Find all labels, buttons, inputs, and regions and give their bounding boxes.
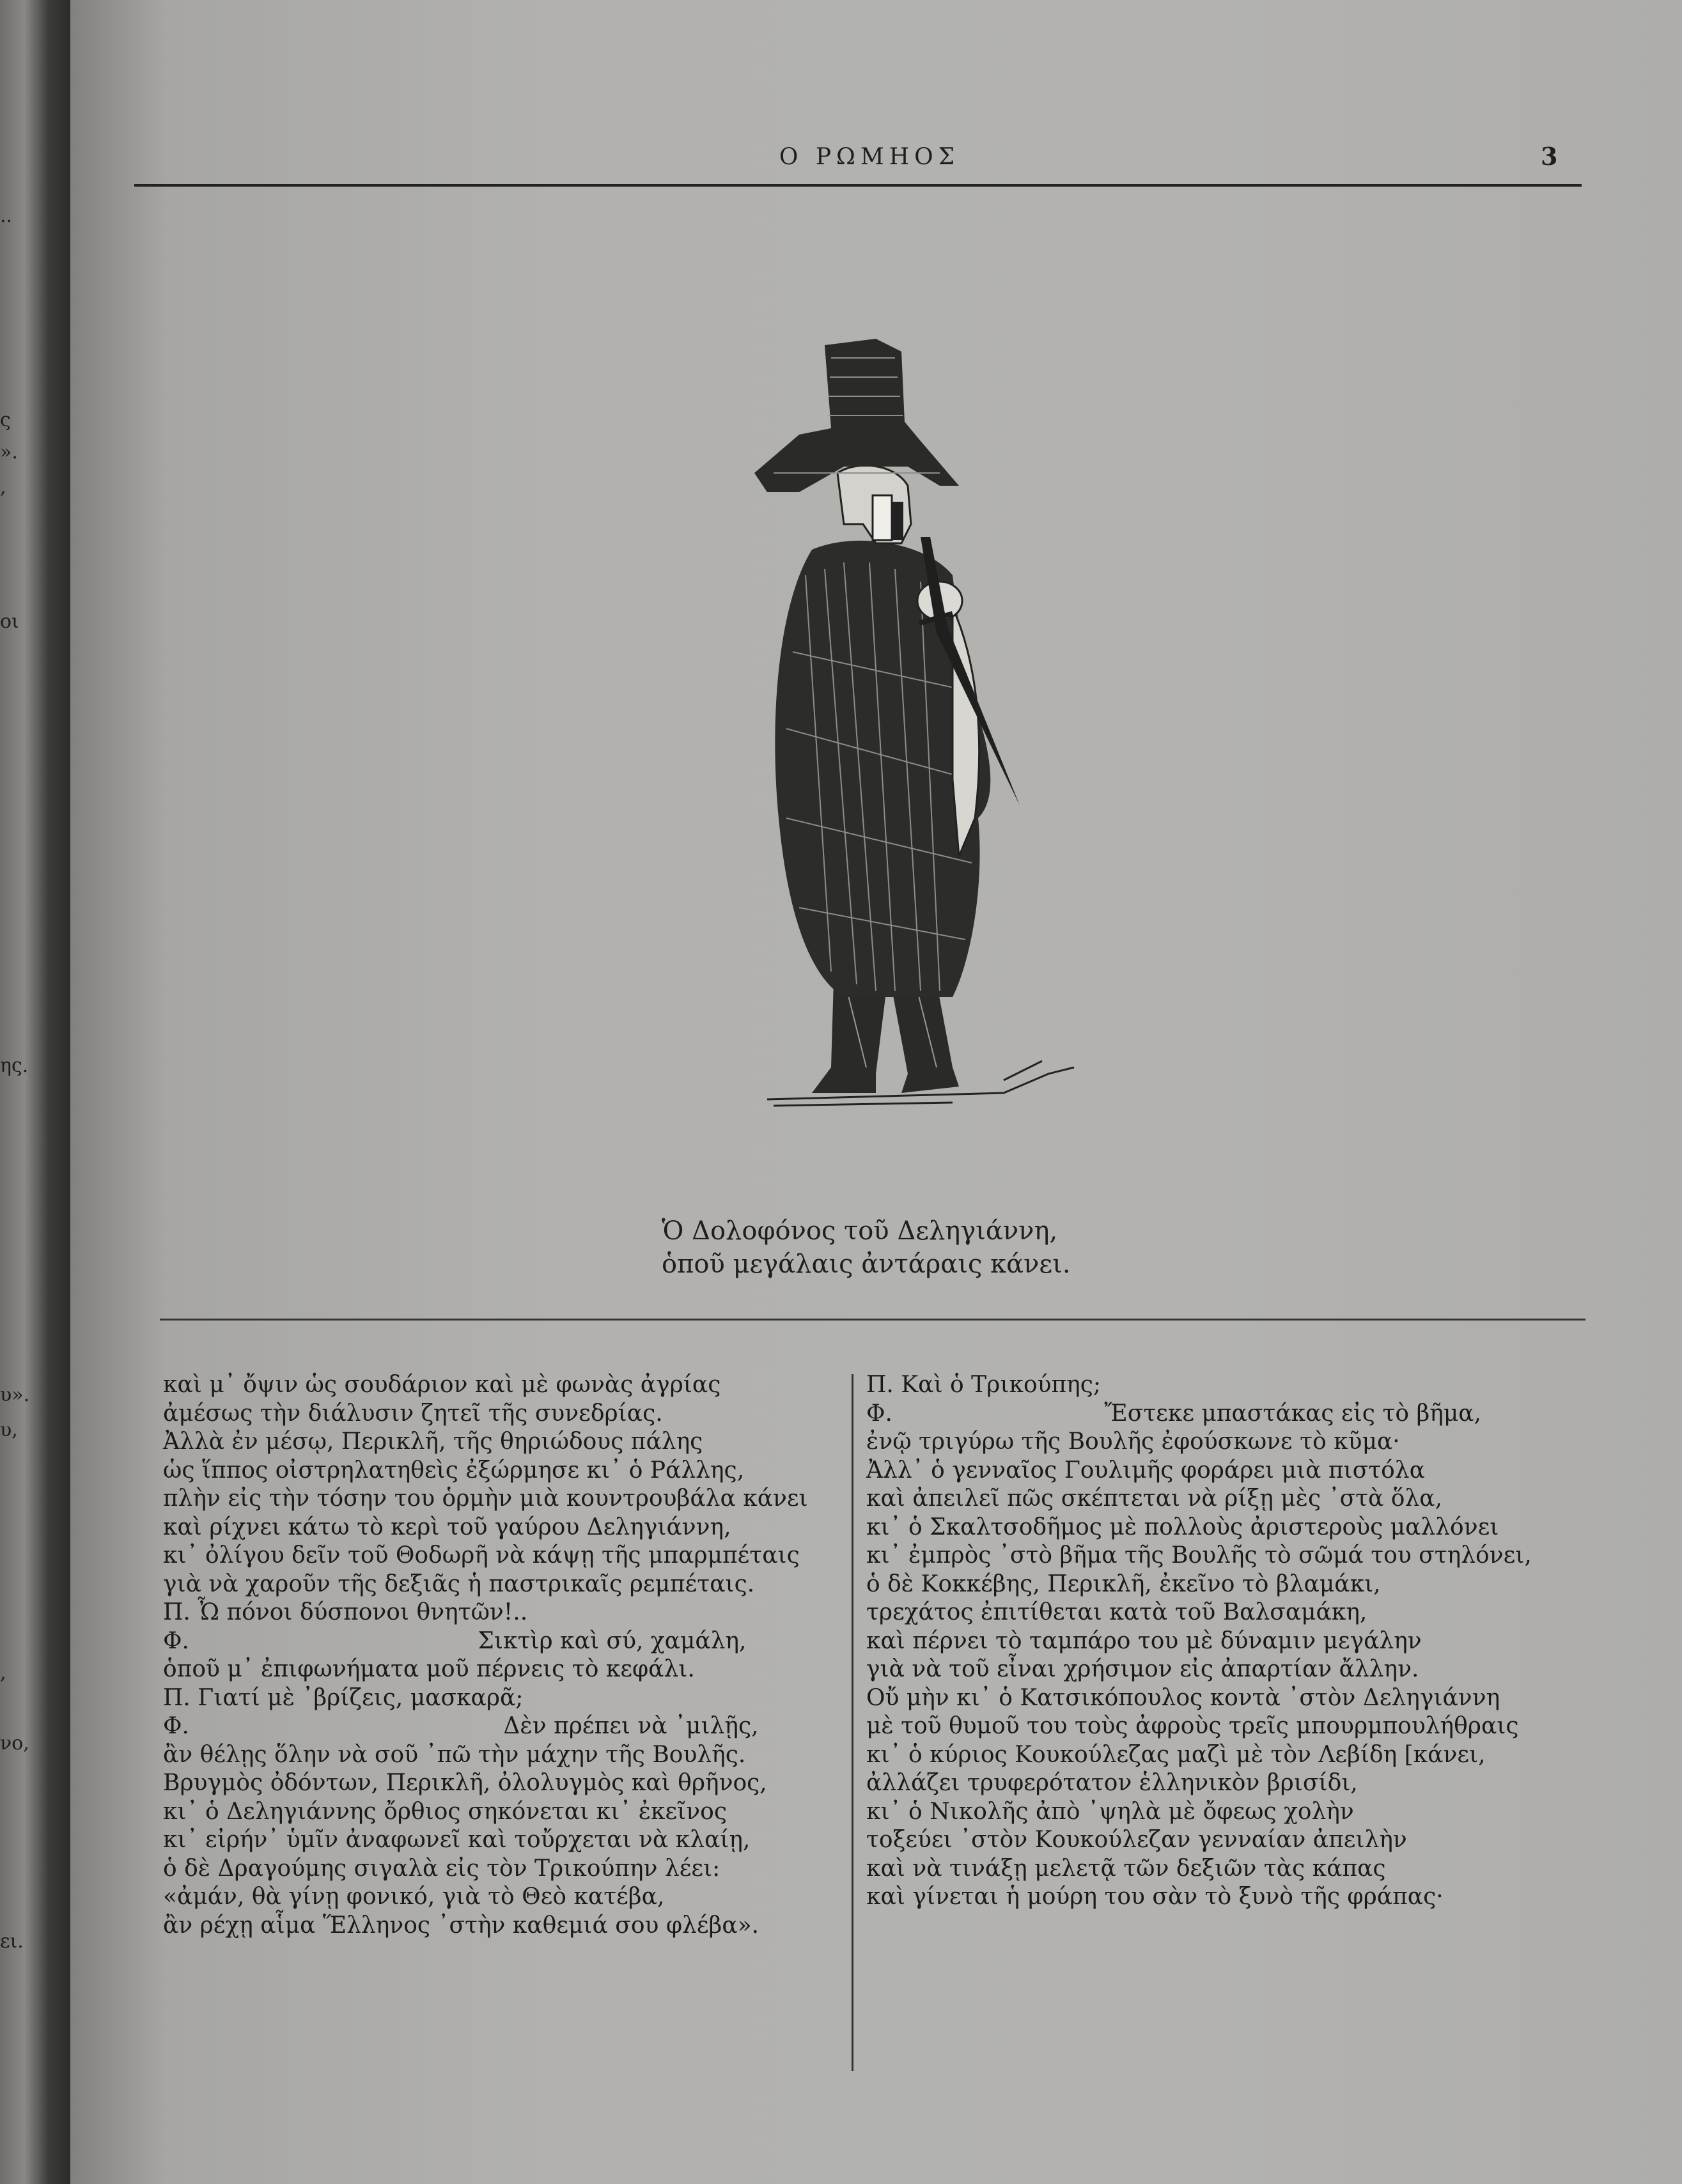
verse-line: κι᾿ ὁ Σκαλτσοδῆμος μὲ πολλοὺς ἀριστεροὺς μαλλόνει xyxy=(866,1514,1499,1540)
margin-fragment: υ». xyxy=(0,1384,30,1406)
margin-fragment: , xyxy=(0,1662,6,1684)
margin-fragment: οι xyxy=(0,610,19,633)
verse-line: τρεχάτος ἐπιτίθεται κατὰ τοῦ Βαλσαμάκη, xyxy=(866,1599,1367,1625)
verse-line: κι᾿ ὁ Δεληγιάννης ὄρθιος σηκόνεται κι᾿ ἐκεῖνος xyxy=(163,1798,727,1825)
margin-fragment: ». xyxy=(0,441,18,463)
speaker-label: Π. xyxy=(163,1684,191,1711)
left-column xyxy=(163,1371,841,1940)
section-rule xyxy=(160,1319,1585,1320)
illustration-caption xyxy=(662,1214,1237,1281)
caricature-illustration xyxy=(684,332,1144,1119)
dialogue-line xyxy=(163,1712,841,1741)
column-divider xyxy=(852,1374,853,2071)
verse-line: καὶ γίνεται ἡ μούρη του σὰν τὸ ξυνὸ τῆς φράπας· xyxy=(866,1884,1444,1910)
margin-fragment: νο, xyxy=(0,1732,29,1754)
right-column xyxy=(866,1371,1595,1912)
verse-line: καὶ ρίχνει κάτω τὸ κερὶ τοῦ γαύρου Δεληγιάννη, xyxy=(163,1514,731,1540)
dialogue-line xyxy=(163,1684,841,1713)
dialogue-text: Σικτὶρ καὶ σύ, χαμάλη, xyxy=(478,1627,747,1654)
verse-line: ὡς ἵππος οἰστρηλατηθεὶς ἐξώρμησε κι᾿ ὁ Ράλλης, xyxy=(163,1457,745,1483)
verse-line: καὶ πέρνει τὸ ταμπάρο του μὲ δύναμιν μεγάλην xyxy=(866,1627,1422,1654)
verse-line: κι᾿ ἐμπρὸς ᾿στὸ βῆμα τῆς Βουλῆς τὸ σῶμά του στηλόνει, xyxy=(866,1542,1532,1568)
verse-line: ὁποῦ μ᾿ ἐπιφωνήματα μοῦ πέρνεις τὸ κεφάλι. xyxy=(163,1656,695,1682)
verse-line: κι᾿ εἰρήν᾿ ὑμῖν ἀναφωνεῖ καὶ τοὔρχεται νὰ κλαίῃ, xyxy=(163,1827,751,1853)
verse-line: ἀμέσως τὴν διάλυσιν ζητεῖ τῆς συνεδρίας. xyxy=(163,1400,663,1427)
dialogue-text: Ἔστεκε μπαστάκας εἰς τὸ βῆμα, xyxy=(1104,1400,1481,1427)
margin-fragment: ς xyxy=(0,409,11,431)
verse-line: καὶ ἀπειλεῖ πῶς σκέπτεται νὰ ρίξῃ μὲς ᾿στὰ ὅλα, xyxy=(866,1485,1443,1512)
dialogue-line xyxy=(163,1599,841,1627)
newspaper-title: Ο ΡΩΜΗΟΣ xyxy=(779,144,960,170)
verse-line: μὲ τοῦ θυμοῦ του τοὺς ἀφροὺς τρεῖς μπουρμπουλήθραις xyxy=(866,1713,1519,1739)
dialogue-text: Δὲν πρέπει νὰ ᾿μιλῇς, xyxy=(503,1713,759,1739)
verse-line: καὶ μ᾿ ὄψιν ὡς σουδάριον καὶ μὲ φωνὰς ἀγρίας xyxy=(163,1372,721,1398)
verse-line: γιὰ νὰ τοῦ εἶναι χρήσιμον εἰς ἀπαρτίαν ἄλλην. xyxy=(866,1656,1419,1682)
verse-line: καὶ νὰ τινάξῃ μελετᾷ τῶν δεξιῶν τὰς κάπας xyxy=(866,1855,1386,1882)
verse-line: Ἀλλ᾿ ὁ γενναῖος Γουλιμῆς φοράρει μιὰ πιστόλα xyxy=(866,1457,1425,1483)
header-rule xyxy=(134,184,1582,187)
speaker-label: Φ. xyxy=(163,1713,189,1739)
verse-line: τοξεύει ᾿στὸν Κουκούλεζαν γενναίαν ἀπειλὴν xyxy=(866,1827,1407,1853)
margin-fragment: .. xyxy=(0,205,13,227)
verse-line: Ἀλλὰ ἐν μέσῳ, Περικλῆ, τῆς θηριώδους πάλης xyxy=(163,1429,703,1455)
verse-line: «ἀμάν, θὰ γίνῃ φονικό, γιὰ τὸ Θεὸ κατέβα, xyxy=(163,1884,665,1910)
verse-line: ἀλλάζει τρυφερότατον ἑλληνικὸν βρισίδι, xyxy=(866,1770,1358,1796)
margin-fragment: ει. xyxy=(0,1930,24,1953)
caption-line: Ὁ Δολοφόνος τοῦ Δεληγιάννη, xyxy=(662,1216,1058,1246)
dialogue-line xyxy=(866,1400,1595,1429)
verse-line: ὁ δὲ Δραγούμης σιγαλὰ εἰς τὸν Τρικούπην λέει: xyxy=(163,1855,720,1882)
previous-page-margin xyxy=(0,0,70,2184)
verse-line: Οὔ μὴν κι᾿ ὁ Κατσικόπουλος κοντὰ ᾿στὸν Δεληγιάννη xyxy=(866,1684,1500,1711)
verse-line: κι᾿ ὁ Νικολῆς ἀπὸ ᾿ψηλὰ μὲ ὄφεως χολὴν xyxy=(866,1798,1354,1825)
margin-fragment: υ, xyxy=(0,1419,18,1441)
speaker-label: Π. xyxy=(163,1599,191,1625)
dialogue-line: Π. Καὶ ὁ Τρικούπης; xyxy=(866,1372,1102,1398)
speaker-label: Φ. xyxy=(163,1627,189,1654)
dialogue-line xyxy=(163,1627,841,1656)
verse-line: ὁ δὲ Κοκκέβης, Περικλῆ, ἐκεῖνο τὸ βλαμάκι, xyxy=(866,1570,1381,1597)
verse-line: γιὰ νὰ χαροῦν τῆς δεξιᾶς ἡ παστρικαῖς ρεμπέταις. xyxy=(163,1570,755,1597)
verse-line: ἂν ρέχῃ αἷμα Ἕλληνος ᾿στὴν καθεμιά σου φλέβα». xyxy=(163,1912,759,1939)
margin-fragment: ης. xyxy=(0,1055,29,1077)
verse-line: Βρυγμὸς ὀδόντων, Περικλῆ, ὀλολυγμὸς καὶ θρῆνος, xyxy=(163,1770,767,1796)
verse-line: κι᾿ ὀλίγου δεῖν τοῦ Θοδωρῆ νὰ κάψῃ τῆς μπαρμπέταις xyxy=(163,1542,800,1568)
margin-fragment: , xyxy=(0,476,6,499)
verse-line: πλὴν εἰς τὴν τόσην του ὁρμὴν μιὰ κουντρουβάλα κάνει xyxy=(163,1485,808,1512)
newspaper-page xyxy=(70,0,1682,2184)
dialogue-text: Γιατί μὲ ᾿βρίζεις, μασκαρᾶ; xyxy=(198,1684,524,1711)
verse-line: ἐνῷ τριγύρω τῆς Βουλῆς ἐφούσκωνε τὸ κῦμα· xyxy=(866,1429,1400,1455)
page-number: 3 xyxy=(1541,142,1558,171)
verse-line: κι᾿ ὁ κύριος Κουκούλεζας μαζὶ μὲ τὸν Λεβίδη [κάνει, xyxy=(866,1741,1486,1768)
dialogue-text: Ὦ πόνοι δύσπονοι θνητῶν!.. xyxy=(198,1599,528,1625)
caption-line: ὁποῦ μεγάλαις ἀντάραις κάνει. xyxy=(662,1250,1071,1279)
speaker-label: Φ. xyxy=(866,1400,892,1427)
verse-line: ἂν θέλῃς ὅλην νὰ σοῦ ᾿πῶ τὴν μάχην τῆς Βουλῆς. xyxy=(163,1741,746,1768)
